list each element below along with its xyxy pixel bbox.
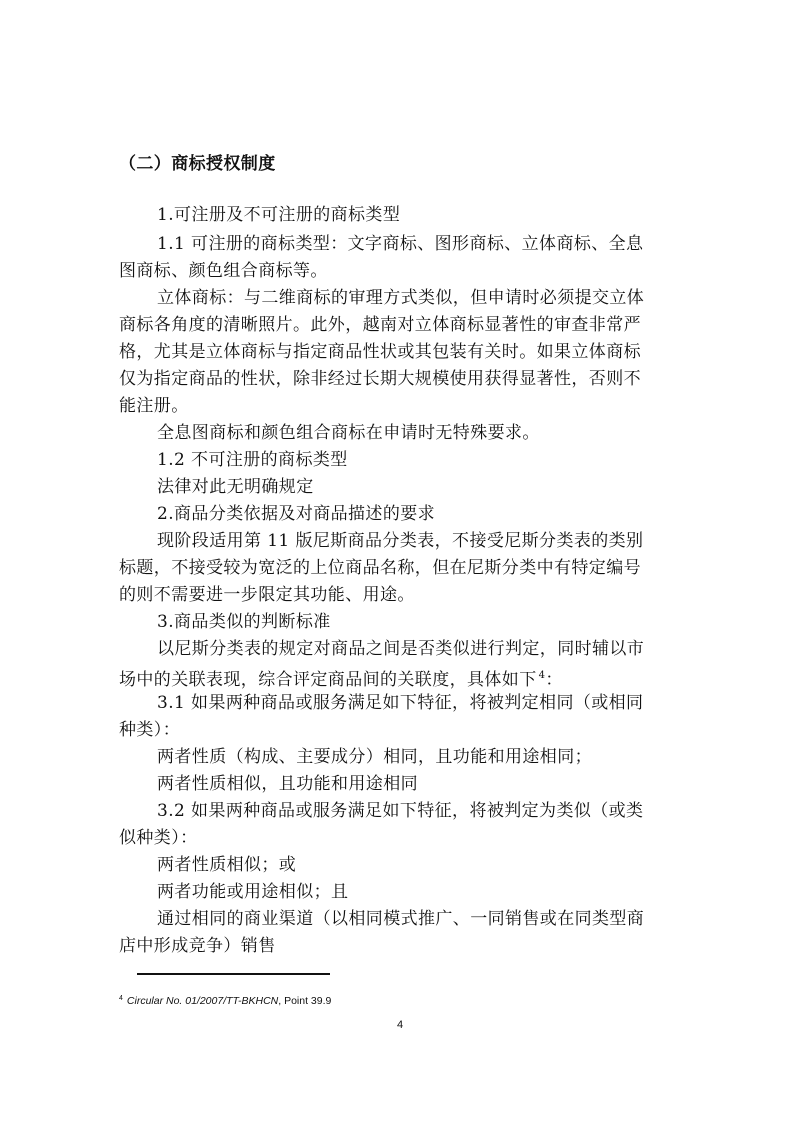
body-line: 店中形成竞争）销售 bbox=[119, 936, 276, 956]
footnote-number: 4 bbox=[119, 995, 123, 1002]
body-line: 1.1 可注册的商标类型：文字商标、图形商标、立体商标、全息 bbox=[157, 234, 644, 254]
body-line-suffix: ： bbox=[545, 670, 563, 690]
body-line: 仅为指定商品的性状，除非经过长期大规模使用获得显著性，否则不 bbox=[119, 369, 641, 389]
body-line: 全息图商标和颜色组合商标在申请时无特殊要求。 bbox=[157, 423, 540, 443]
body-line: 标题，不接受较为宽泛的上位商品名称，但在尼斯分类中有特定编号 bbox=[119, 558, 641, 578]
body-line: 2.商品分类依据及对商品描述的要求 bbox=[157, 504, 436, 524]
footnote bbox=[119, 992, 331, 1008]
body-line: 3.商品类似的判断标准 bbox=[157, 612, 331, 632]
section-heading: （二）商标授权制度 bbox=[119, 154, 276, 174]
body-line: 图商标、颜色组合商标等。 bbox=[119, 261, 328, 281]
body-line: 两者性质相似，且功能和用途相同 bbox=[157, 774, 418, 794]
body-line: 商标各角度的清晰照片。此外，越南对立体商标显著性的审查非常严 bbox=[119, 315, 641, 335]
body-line: 以尼斯分类表的规定对商品之间是否类似进行判定，同时辅以市 bbox=[157, 639, 645, 659]
body-line: 的则不需要进一步限定其功能、用途。 bbox=[119, 585, 415, 605]
body-line: 格，尤其是立体商标与指定商品性状或其包装有关时。如果立体商标 bbox=[119, 342, 641, 362]
body-line: 立体商标：与二维商标的审理方式类似，但申请时必须提交立体 bbox=[157, 288, 645, 308]
body-line-with-footnote bbox=[119, 664, 563, 692]
body-line: 能注册。 bbox=[119, 396, 189, 416]
body-line: 法律对此无明确规定 bbox=[157, 477, 314, 497]
body-line: 两者性质相似；或 bbox=[157, 855, 297, 875]
body-line: 通过相同的商业渠道（以相同模式推广、一同销售或在同类型商 bbox=[157, 909, 645, 929]
footnote-citation: Circular No. 01/2007/TT-BKHCN bbox=[126, 995, 279, 1007]
footnote-point: , Point 39.9 bbox=[278, 995, 332, 1007]
page-number: 4 bbox=[396, 1019, 404, 1031]
body-line: 两者功能或用途相似；且 bbox=[157, 882, 349, 902]
body-line: 两者性质（构成、主要成分）相同，且功能和用途相同； bbox=[157, 747, 592, 767]
body-line-text: 场中的关联表现，综合评定商品间的关联度，具体如下 bbox=[119, 670, 537, 690]
body-line: 1.可注册及不可注册的商标类型 bbox=[157, 205, 401, 225]
body-line: 种类）： bbox=[119, 720, 181, 740]
body-line: 现阶段适用第 11 版尼斯商品分类表，不接受尼斯分类表的类别 bbox=[157, 531, 644, 551]
body-line: 似种类）： bbox=[119, 828, 198, 848]
body-line: 1.2 不可注册的商标类型 bbox=[157, 450, 348, 470]
body-line: 3.1 如果两种商品或服务满足如下特征，将被判定相同（或相同 bbox=[157, 693, 644, 713]
body-line: 3.2 如果两种商品或服务满足如下特征，将被判定为类似（或类 bbox=[157, 801, 644, 821]
footnote-separator bbox=[137, 973, 330, 975]
footnote-reference[interactable]: 4 bbox=[538, 670, 546, 681]
